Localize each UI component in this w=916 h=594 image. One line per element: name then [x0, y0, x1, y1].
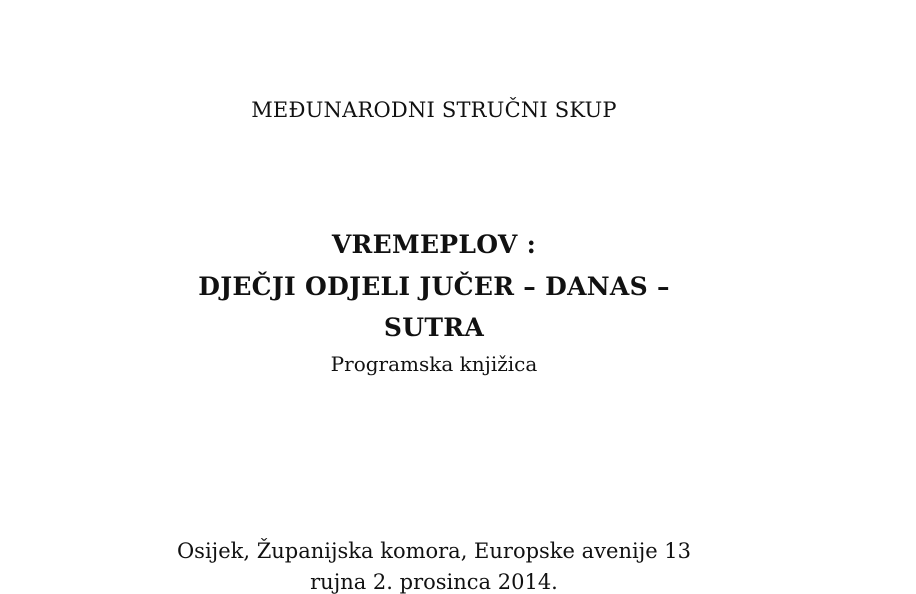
date-line: rujna 2. prosinca 2014.	[310, 570, 558, 594]
title-line-2: DJEČJI ODJELI JUČER – DANAS –	[198, 272, 670, 301]
subtitle: Programska knjižica	[330, 352, 538, 376]
venue-line: Osijek, Županijska komora, Europske avenije 13	[176, 539, 692, 563]
conference-type-heading: MEĐUNARODNI STRUČNI SKUP	[251, 98, 617, 122]
title-line-3: SUTRA	[383, 313, 485, 342]
title-line-1: VREMEPLOV :	[331, 230, 537, 259]
